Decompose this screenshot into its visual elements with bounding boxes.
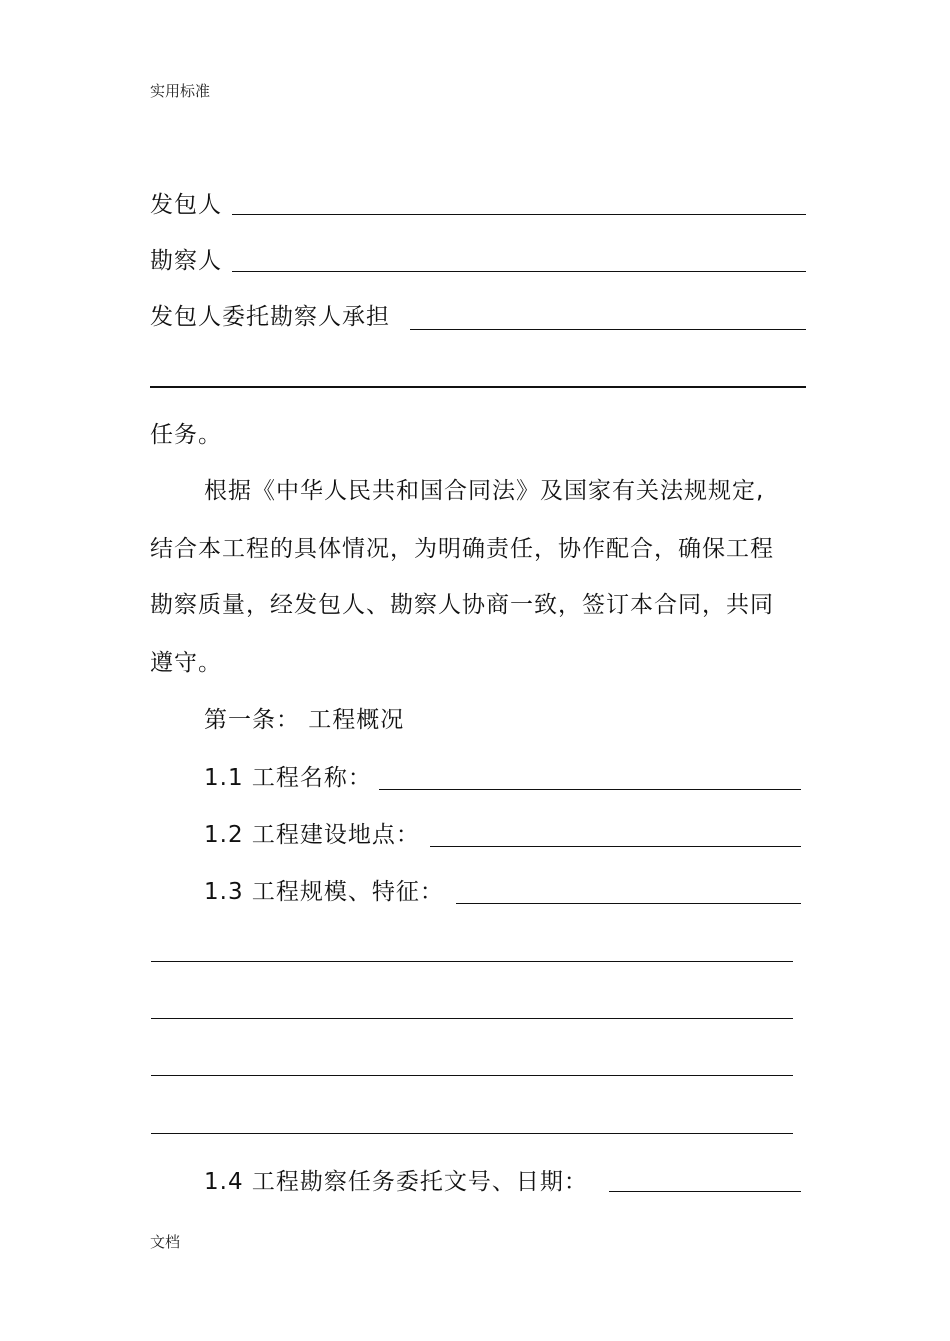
entrust-label: 发包人委托勘察人承担 bbox=[150, 304, 390, 330]
commission-number-date-blank[interactable] bbox=[609, 1191, 801, 1192]
page-footer: 文档 bbox=[150, 1233, 181, 1251]
page-header: 实用标准 bbox=[150, 82, 211, 100]
surveyor-label: 勘察人 bbox=[150, 248, 222, 274]
task-line: 任务。 bbox=[150, 422, 222, 448]
project-scale-blank[interactable] bbox=[456, 903, 801, 904]
article-1-title: 第一条： 工程概况 bbox=[204, 707, 405, 733]
entrust-blank-continued[interactable] bbox=[150, 386, 806, 388]
employer-blank[interactable] bbox=[232, 214, 806, 215]
project-scale-blank-line[interactable] bbox=[151, 961, 793, 962]
paragraph-line: 根据《中华人民共和国合同法》及国家有关法规规定, bbox=[204, 478, 765, 504]
item-1-3-label: 1.3 工程规模、特征： bbox=[204, 879, 444, 905]
item-1-1-label: 1.1 工程名称： bbox=[204, 765, 372, 791]
item-1-2-label: 1.2 工程建设地点： bbox=[204, 822, 420, 848]
paragraph-line: 结合本工程的具体情况，为明确责任，协作配合，确保工程 bbox=[150, 536, 774, 562]
project-name-blank[interactable] bbox=[379, 789, 801, 790]
item-1-4-label: 1.4 工程勘察任务委托文号、日期： bbox=[204, 1169, 588, 1195]
project-location-blank[interactable] bbox=[430, 846, 801, 847]
employer-label: 发包人 bbox=[150, 192, 222, 218]
project-scale-blank-line[interactable] bbox=[151, 1133, 793, 1134]
paragraph-line: 勘察质量，经发包人、勘察人协商一致，签订本合同，共同 bbox=[150, 592, 774, 618]
entrust-blank[interactable] bbox=[410, 329, 806, 330]
project-scale-blank-line[interactable] bbox=[151, 1018, 793, 1019]
paragraph-line: 遵守。 bbox=[150, 650, 222, 676]
project-scale-blank-line[interactable] bbox=[151, 1075, 793, 1076]
surveyor-blank[interactable] bbox=[232, 271, 806, 272]
